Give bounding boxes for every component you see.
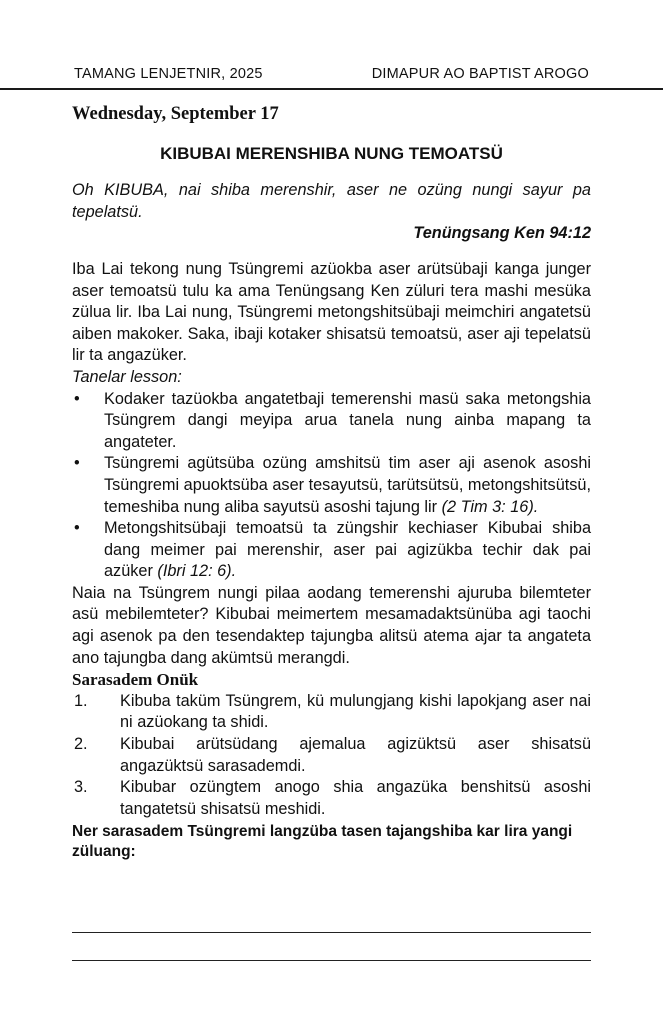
bullet-icon: • [74, 454, 80, 473]
list-item [72, 389, 591, 454]
page-content [72, 104, 591, 862]
list-item [72, 777, 591, 820]
header-right: DIMAPUR AO BAPTIST AROGO [371, 66, 589, 82]
writing-line-1[interactable] [72, 932, 591, 933]
sarasadem-list [72, 691, 591, 821]
writing-line-2[interactable] [72, 960, 591, 961]
page-title: KIBUBAI MERENSHIBA NUNG TEMOATSÜ [160, 143, 503, 163]
lesson-text: Tsüngremi agütsüba ozüng amshitsü tim aser aji asenok asoshi Tsüngremi apuoktsüba aser tesayutsü, tarütsütsü, metongshitsütsü, temeshiba nung aliba sayutsü asoshi tajung lir [104, 454, 591, 516]
lesson-reference: (Ibri 12: 6). [157, 562, 237, 581]
date-heading: Wednesday, September 17 [72, 104, 279, 124]
item-number: 1. [74, 691, 88, 710]
item-number: 2. [74, 735, 88, 754]
item-text: Kibubai arütsüdang ajemalua agizüktsü aser shisatsü angazüktsü sarasademdi. [120, 735, 591, 775]
section-title: Sarasadem Onük [72, 670, 199, 690]
verse-reference: Tenüngsang Ken 94:12 [413, 224, 591, 243]
bullet-icon: • [74, 519, 80, 538]
header-left: TAMANG LENJETNIR, 2025 [74, 66, 263, 82]
lesson-text: Metongshitsübaji temoatsü ta züngshir kechiaser Kibubai shiba dang meimer pai merenshir, aser pai agizükba techir dak pai azüker [104, 519, 591, 581]
list-item [72, 691, 591, 734]
header-rule [0, 88, 663, 90]
list-item [72, 453, 591, 518]
item-number: 3. [74, 778, 88, 797]
lesson-label: Tanelar lesson: [72, 367, 182, 386]
intro-paragraph: Iba Lai tekong nung Tsüngremi azüokba aser arütsübaji kanga junger aser temoatsü tulu ka ama Tenüngsang Ken züluri tera mashi mesüka zülua lir. Iba Lai nung, Tsüngremi metongshitsübaji meimchiri angatetsü aiben makoker. Saka, ibaji kotaker shisatsü temoatsü, aser aji tepelatsü lir ta angazüker. [72, 259, 591, 365]
lesson-text: Kodaker tazüokba angatetbaji temerenshi masü saka metongshia Tsüngrem dangi meyipa arua tanela nung ainba mapang ta angateter. [104, 389, 591, 451]
lesson-reference: (2 Tim 3: 16). [441, 497, 539, 516]
lesson-list [72, 389, 591, 583]
list-item [72, 518, 591, 583]
closing-paragraph: Naia na Tsüngrem nungi pilaa aodang temerenshi ajuruba bilemteter asü mebilemteter? Kibubai meimertem mesamadaktsünüba agi taochi agi asenok pa den tesendaktep tajungba alitsü atema ajar ta angateta ano tajungba dang akümtsü merangdi. [72, 583, 591, 667]
list-item [72, 734, 591, 777]
running-header [74, 66, 589, 82]
key-verse: Oh KIBUBA, nai shiba merenshir, aser ne ozüng nungi sayur pa tepelatsü. [72, 181, 591, 221]
writing-prompt: Ner sarasadem Tsüngremi langzüba tasen tajangshiba kar lira yangi züluang: [72, 823, 573, 861]
item-text: Kibuba taküm Tsüngrem, kü mulungjang kishi lapokjang aser nai ni azüokang ta shidi. [120, 691, 591, 732]
item-text: Kibubar ozüngtem anogo shia angazüka benshitsü asoshi tangatetsü shisatsü meshidi. [120, 778, 591, 818]
bullet-icon: • [74, 389, 80, 408]
